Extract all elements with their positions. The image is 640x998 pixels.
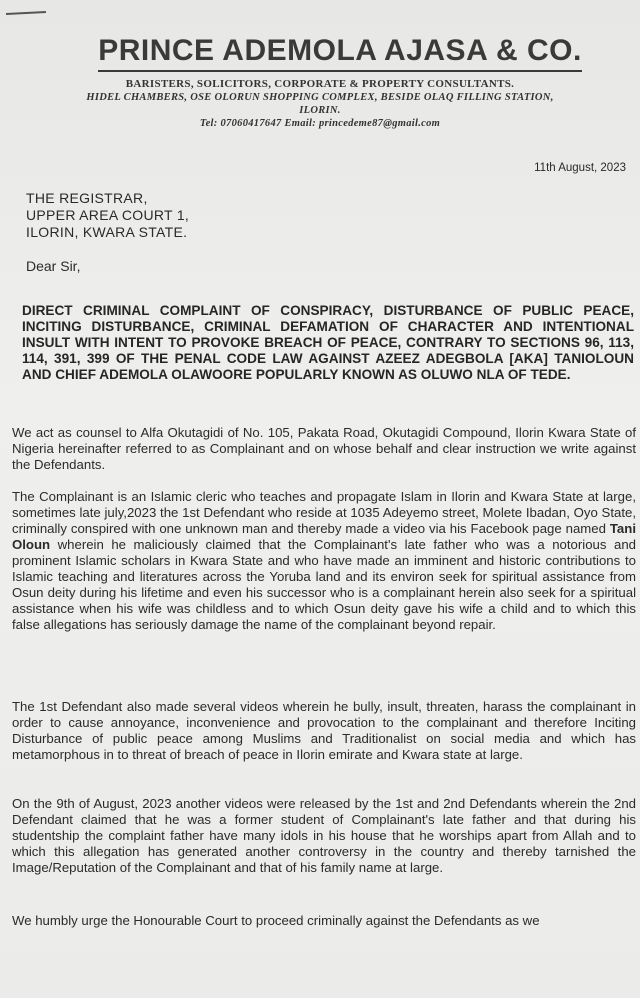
firm-roles: BARISTERS, SOLICITORS, CORPORATE & PROPERTY CONSULTANTS. [125, 78, 515, 90]
salutation: Dear Sir, [26, 258, 81, 274]
firm-address-1: HIDEL CHAMBERS, OSE OLORUN SHOPPING COMPLEX, BESIDE OLAQ FILLING STATION, [86, 92, 554, 103]
firm-contact: Tel: 07060417647 Email: princedeme87@gmail.com [199, 118, 441, 129]
paragraph-urge: We humbly urge the Honourable Court to proceed criminally against the Defendants as we [12, 913, 540, 928]
paragraph-harassment: The 1st Defendant also made several videos wherein he bully, insult, threaten, harass the complainant in order to cause annoyance, inconvenience and provocation to the complainant and therefore Inciting Disturbance of public peace among Muslims and Traditionalist on social media and which has metamorphous in to threat of breach of peace in Ilorin emirate and Kwara state at large. [12, 699, 636, 762]
addressee-line: UPPER AREA COURT 1, [26, 207, 190, 223]
firm-address-2: ILORIN. [299, 105, 341, 116]
addressee-block [26, 190, 189, 241]
addressee-line: THE REGISTRAR, [26, 190, 148, 206]
paragraph-counsel: We act as counsel to Alfa Okutagidi of No. 105, Pakata Road, Okutagidi Compound, Ilorin Kwara State of Nigeria hereinafter referred to as Complainant and on whose behalf and clear instruction we write against the Defendants. [12, 425, 636, 472]
facebook-page-name: Tani Oloun [12, 521, 636, 552]
paragraph-text: The Complainant is an Islamic cleric who teaches and propagate Islam in Ilorin and Kwara State at large, sometimes late july,2023 the 1st Defendant who reside at 1035 Adeyemo street, Molete Ibadan, Oyo State, criminally conspired with one unknown man and thereby made a video via his Facebook page named [12, 489, 636, 536]
paragraph-complaint-facts [12, 489, 636, 633]
firm-name: PRINCE ADEMOLA AJASA & CO. [98, 34, 582, 72]
paragraph-text: wherein he maliciously claimed that the Complainant's late father who was a notorious and prominent Islamic scholars in Kwara State and who have made an imminent and historic contributions to Islamic teaching and literatures across the Yoruba land and its environ seek for spiritual assistance from Osun deity during his lifetime and even his successor who is a complainant herein also seek for a spiritual assistance when his wife was childless and to which Osun deity gave his wife a child and to which this false allegations has seriously damage the name of the complainant beyond repair. [12, 537, 636, 632]
paragraph-second-video: On the 9th of August, 2023 another videos were released by the 1st and 2nd Defendants wherein the 2nd Defendant claimed that he was a former student of Complainant's late father and that during his studentship the complaint father have many idols in his house that he worships apart from Allah and to which this allegation has generated another controversy in the country and thereby tarnished the Image/Reputation of the Complainant and that of his family name at large. [12, 796, 636, 875]
addressee-line: ILORIN, KWARA STATE. [26, 224, 188, 240]
letterhead [0, 0, 640, 130]
subject-heading: DIRECT CRIMINAL COMPLAINT OF CONSPIRACY, DISTURBANCE OF PUBLIC PEACE, INCITING DISTURBANCE, CRIMINAL DEFAMATION OF CHARACTER AND INTENTIONAL INSULT WITH INTENT TO PROVOKE BREACH OF PEACE, CONTRARY TO SECTIONS 96, 113, 114, 391, 399 OF THE PENAL CODE LAW AGAINST AZEEZ ADEGBOLA [AKA] TANIOLOUN AND CHIEF ADEMOLA OLAWOORE POPULARLY KNOWN AS OLUWO NLA OF TEDE. [22, 303, 634, 382]
letter-date: 11th August, 2023 [534, 162, 626, 174]
